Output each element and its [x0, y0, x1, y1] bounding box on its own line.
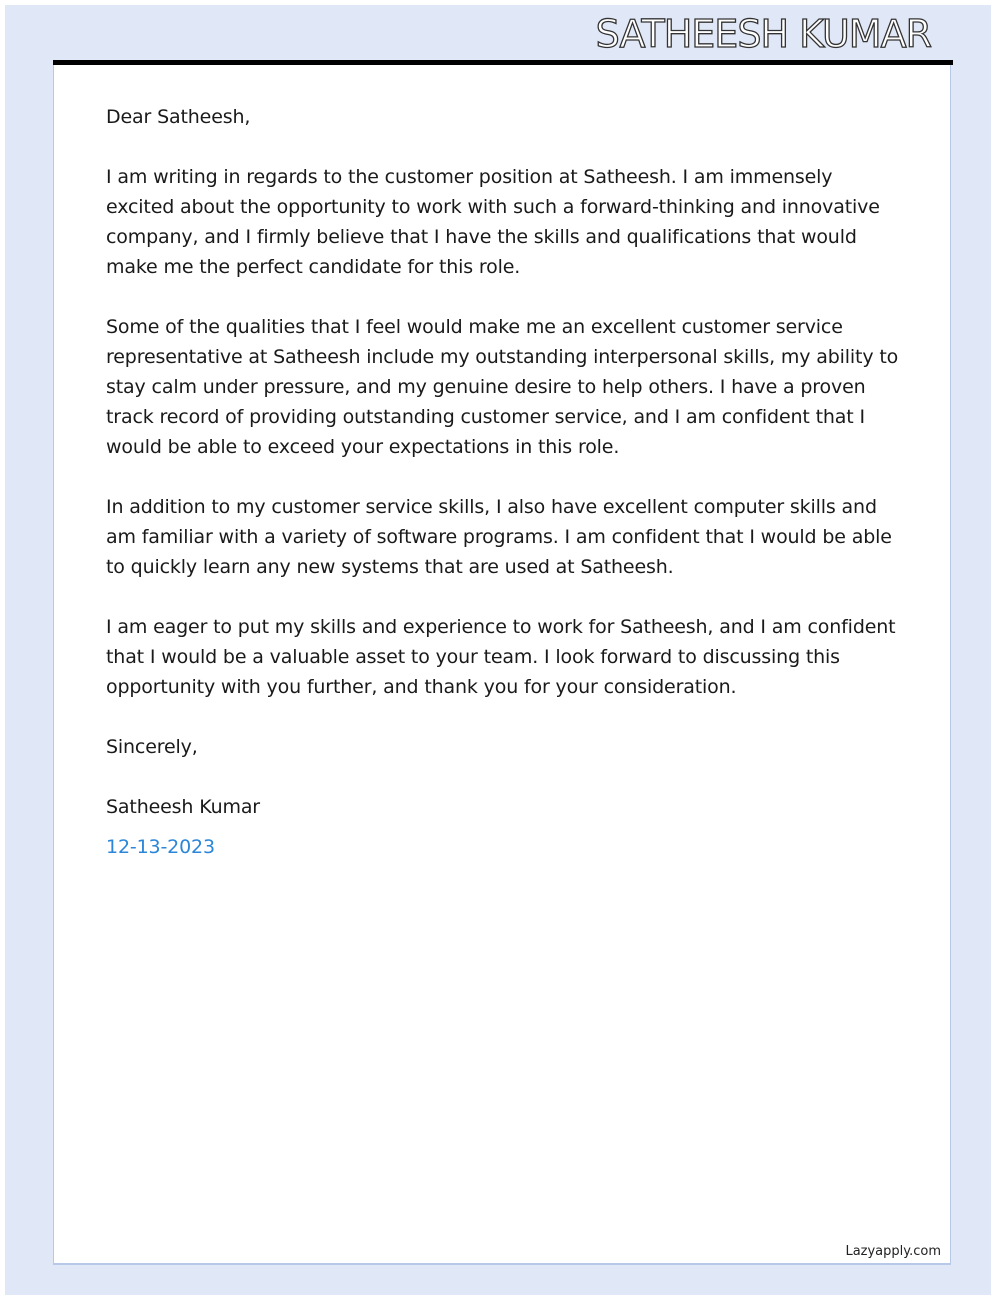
paragraph-4: I am eager to put my skills and experience to work for Satheesh, and I am confident that I would be a valuable asset to your team. I look forward to discussing this opportunity with you further, and thank you for your consideration.: [106, 616, 896, 698]
salutation: Dear Satheesh,: [106, 106, 251, 128]
paragraph-3: In addition to my customer service skills, I also have excellent computer skills and am familiar with a variety of software programs. I am confident that I would be able to quickly learn any new systems that are used at Satheesh.: [106, 496, 892, 578]
letter-page: [53, 65, 951, 1265]
header-name: SATHEESH KUMAR: [595, 12, 931, 56]
closing: Sincerely,: [106, 736, 198, 758]
letter-body: [106, 102, 906, 862]
letter-date: 12-13-2023: [106, 836, 215, 858]
watermark-link[interactable]: Lazyapply.com: [845, 1244, 941, 1259]
paragraph-1: I am writing in regards to the customer position at Satheesh. I am immensely excited about the opportunity to work with such a forward-thinking and innovative company, and I firmly believe that I have the skills and qualifications that would make me the perfect candidate for this role.: [106, 166, 880, 278]
page-background: [5, 5, 991, 1295]
paragraph-2: Some of the qualities that I feel would make me an excellent customer service representative at Satheesh include my outstanding interpersonal skills, my ability to stay calm under pressure, and my genuine desire to help others. I have a proven track record of providing outstanding customer service, and I am confident that I would be able to exceed your expectations in this role.: [106, 316, 899, 458]
signature-name: Satheesh Kumar: [106, 796, 260, 818]
